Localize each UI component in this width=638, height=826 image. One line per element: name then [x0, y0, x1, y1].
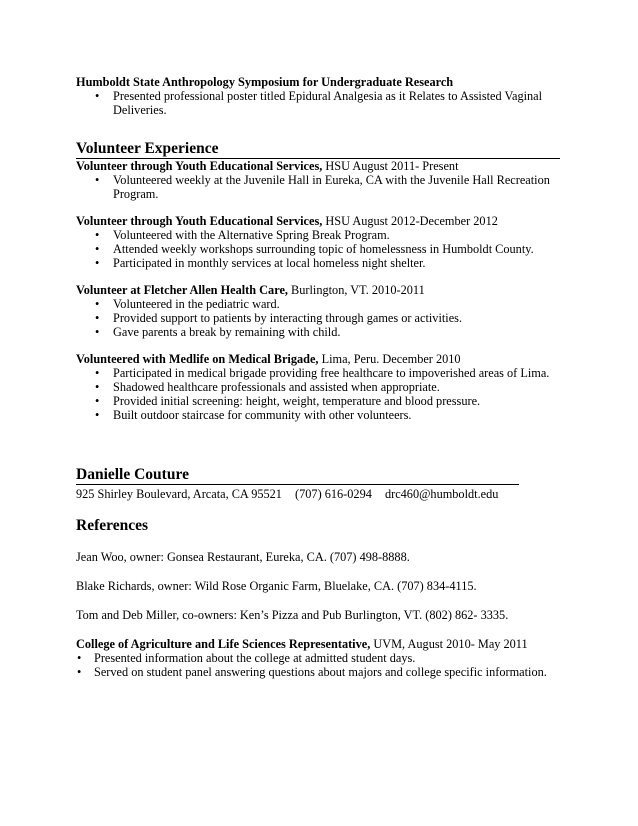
- list-item: • Provided initial screening: height, weight, temperature and blood pressure.: [76, 394, 566, 408]
- entry-org: College of Agriculture and Life Sciences Representative,: [76, 637, 371, 651]
- resume-name: Danielle Couture: [76, 467, 519, 485]
- college-rep-bullets: [76, 651, 566, 679]
- symposium-bullets: [76, 89, 566, 117]
- list-item: • Presented information about the college at admitted student days.: [76, 651, 566, 665]
- list-item: • Presented professional poster titled Epidural Analgesia as it Relates to Assisted Vaginal Deliveries.: [76, 89, 566, 117]
- resume-page: [76, 75, 566, 679]
- entry-detail: Burlington, VT. 2010-2011: [287, 283, 425, 297]
- entry-detail: Lima, Peru. December 2010: [318, 352, 461, 366]
- list-item: • Gave parents a break by remaining with child.: [76, 325, 566, 339]
- list-item: • Participated in monthly services at local homeless night shelter.: [76, 256, 566, 270]
- reference-item: Jean Woo, owner: Gonsea Restaurant, Eureka, CA. (707) 498-8888.: [76, 550, 410, 564]
- list-item: • Shadowed healthcare professionals and assisted when appropriate.: [76, 380, 566, 394]
- contact-phone: (707) 616-0294: [295, 487, 372, 501]
- volunteer-entry-title: [76, 352, 566, 366]
- volunteer-entry-title: [76, 214, 566, 228]
- list-item: • Served on student panel answering questions about majors and college specific information.: [76, 665, 566, 679]
- entry-bullets: [76, 366, 566, 422]
- entry-org: Volunteer through Youth Educational Services,: [76, 159, 323, 173]
- volunteer-entry-title: [76, 283, 566, 297]
- list-item: • Volunteered weekly at the Juvenile Hall in Eureka, CA with the Juvenile Hall Recreation Program.: [76, 173, 566, 201]
- entry-detail: UVM, August 2010- May 2011: [370, 637, 528, 651]
- entry-bullets: [76, 297, 566, 339]
- college-rep-title: [76, 637, 566, 651]
- entry-org: Volunteer through Youth Educational Services,: [76, 214, 323, 228]
- list-item: • Attended weekly workshops surrounding topic of homelessness in Humboldt County.: [76, 242, 566, 256]
- entry-bullets: [76, 228, 566, 270]
- list-item: • Built outdoor staircase for community with other volunteers.: [76, 408, 566, 422]
- references-heading: References: [76, 517, 149, 534]
- entry-bullets: [76, 173, 566, 201]
- reference-item: Tom and Deb Miller, co-owners: Ken’s Pizza and Pub Burlington, VT. (802) 862- 3335.: [76, 608, 509, 622]
- entry-org: Volunteer at Fletcher Allen Health Care,: [76, 283, 288, 297]
- entry-detail: HSU August 2012-December 2012: [322, 214, 498, 228]
- contact-email: drc460@humboldt.edu: [384, 487, 499, 501]
- volunteer-entry-title: [76, 159, 566, 173]
- list-item: • Volunteered in the pediatric ward.: [76, 297, 566, 311]
- list-item: • Volunteered with the Alternative Spring Break Program.: [76, 228, 566, 242]
- contact-address: 925 Shirley Boulevard, Arcata, CA 95521: [76, 487, 282, 501]
- list-item: • Provided support to patients by interacting through games or activities.: [76, 311, 566, 325]
- entry-org: Volunteered with Medlife on Medical Brigade,: [76, 352, 319, 366]
- reference-item: Blake Richards, owner: Wild Rose Organic Farm, Bluelake, CA. (707) 834-4115.: [76, 579, 477, 593]
- entry-detail: HSU August 2011- Present: [322, 159, 459, 173]
- symposium-title: Humboldt State Anthropology Symposium for Undergraduate Research: [76, 75, 454, 89]
- contact-line: [76, 487, 566, 501]
- list-item: • Participated in medical brigade providing free healthcare to impoverished areas of Lima.: [76, 366, 566, 380]
- volunteer-heading: Volunteer Experience: [76, 141, 560, 159]
